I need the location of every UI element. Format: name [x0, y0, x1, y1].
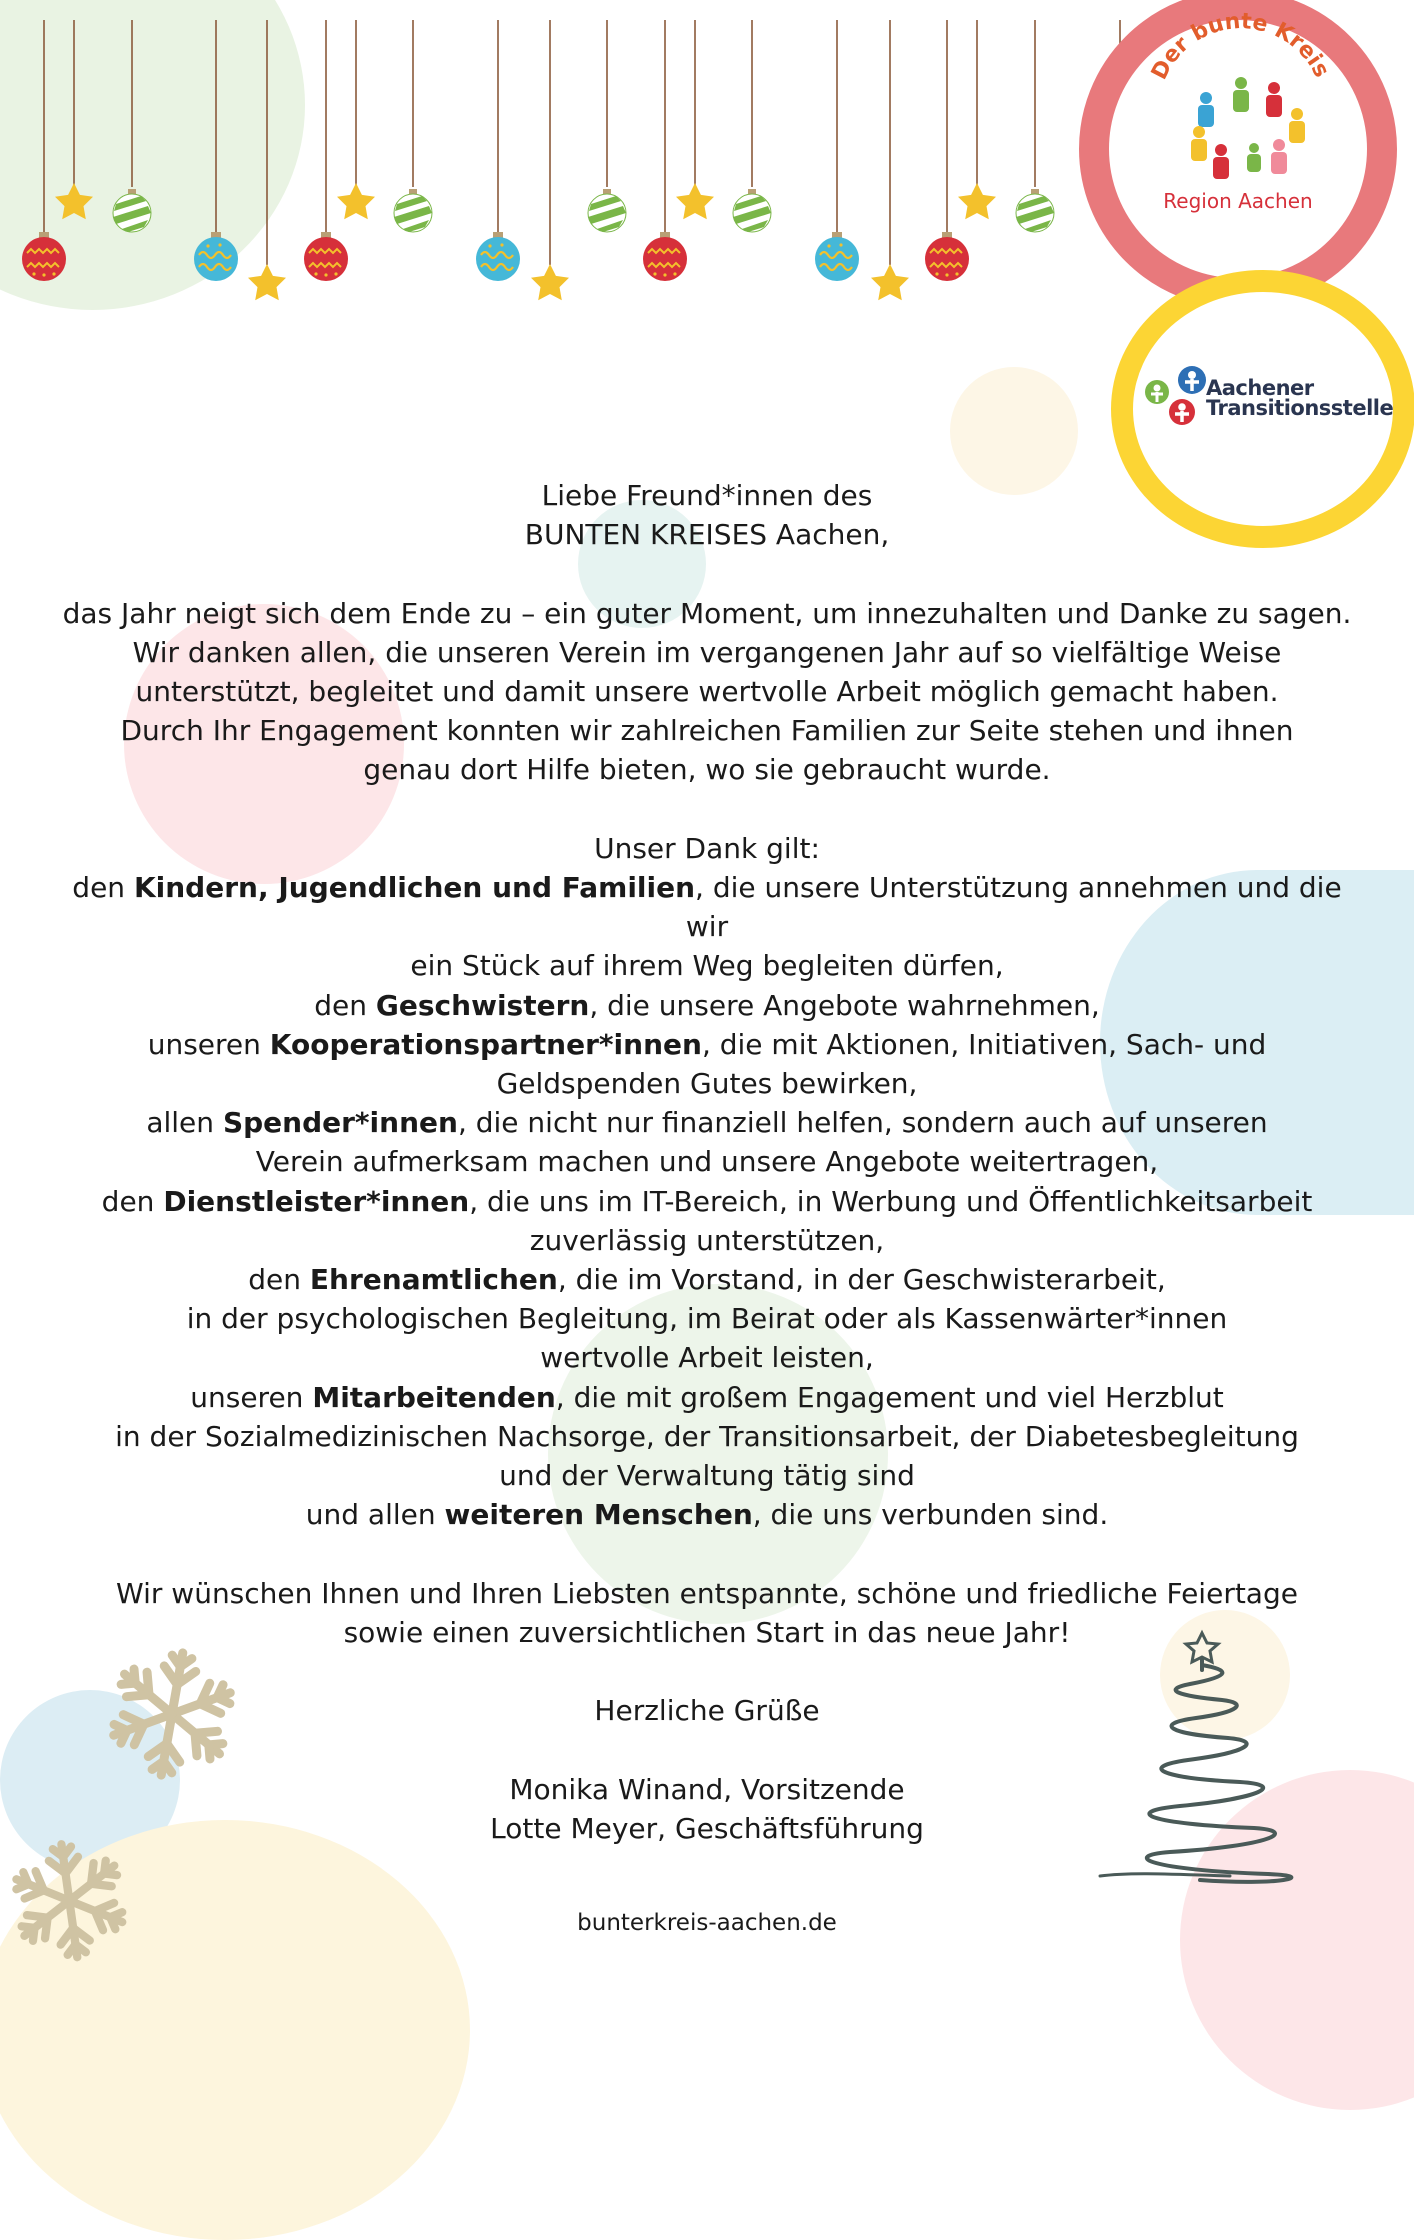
thanks-text: , die uns im IT-Bereich, in Werbung und Öffentlichkeitsarbeit [469, 1184, 1313, 1218]
thanks-line [60, 1182, 1354, 1221]
thanks-text: zuverlässig unterstützen, [529, 1223, 885, 1257]
signature-2: Lotte Meyer, Geschäftsführung [490, 1811, 924, 1845]
thanks-line [60, 1103, 1354, 1142]
greeting-line-2: BUNTEN KREISES Aachen, [524, 518, 890, 552]
closing: Herzliche Grüße [594, 1694, 820, 1728]
wishes-line: sowie einen zuversichtlichen Start in das neue Jahr! [343, 1615, 1071, 1649]
thanks-text: , die uns verbunden sind. [752, 1498, 1109, 1532]
thanks-heading: Unser Dank gilt: [594, 831, 820, 865]
thanks-text: , die im Vorstand, in der Geschwisterarbeit, [557, 1263, 1166, 1297]
thanks-text: den [248, 1263, 310, 1297]
thanks-line [60, 1064, 1354, 1103]
thanks-line [60, 1299, 1354, 1338]
bunter-kreis-logo-content [1079, 0, 1397, 308]
thanks-line [60, 1338, 1354, 1377]
thanks-line [60, 1221, 1354, 1260]
thanks-text: und allen [305, 1498, 445, 1532]
logo-arc-text: Der bunte Kreis [1146, 9, 1334, 84]
thanks-line [60, 868, 1354, 946]
thanks-group-name: Dienstleister*innen [163, 1184, 470, 1218]
thanks-text: ein Stück auf ihrem Weg begleiten dürfen, [410, 949, 1004, 983]
thanks-line [60, 1142, 1354, 1181]
thanks-line [60, 1417, 1354, 1456]
thanks-line [60, 1456, 1354, 1495]
thanks-group-name: Kindern, Jugendlichen und Familien [133, 871, 696, 904]
thanks-text: den [72, 871, 134, 904]
thanks-text: , die nicht nur finanziell helfen, sondern auch auf unseren [457, 1106, 1268, 1140]
wishes-paragraph [60, 1574, 1354, 1652]
transition-figures-icon [1142, 362, 1208, 432]
signature-1: Monika Winand, Vorsitzende [509, 1772, 905, 1806]
thanks-text: wertvolle Arbeit leisten, [540, 1341, 874, 1375]
thanks-group-name: Kooperationspartner*innen [269, 1027, 702, 1061]
thanks-group-name: Ehrenamtlichen [309, 1263, 558, 1297]
thanks-line [60, 946, 1354, 985]
thanks-line [60, 1495, 1354, 1534]
thanks-text: in der Sozialmedizinischen Nachsorge, der Transitionsarbeit, der Diabetesbegleitung [115, 1419, 1299, 1453]
thanks-list [60, 868, 1354, 1534]
website-link[interactable]: bunterkreis-aachen.de [577, 1910, 837, 1936]
thanks-text: , die unsere Unterstützung annehmen und die wir [685, 871, 1342, 944]
thanks-line [60, 986, 1354, 1025]
intro-line: Wir danken allen, die unseren Verein im vergangenen Jahr auf so vielfältige Weise [132, 635, 1282, 669]
logo-line-2: Transitionsstelle [1206, 396, 1394, 420]
logo-line-1: Aachener [1206, 376, 1314, 400]
intro-paragraph [60, 594, 1354, 790]
thanks-group-name: Spender*innen [222, 1106, 458, 1140]
thanks-line [60, 1378, 1354, 1417]
logo-region-text: Region Aachen [1163, 189, 1313, 213]
intro-line: Durch Ihr Engagement konnten wir zahlreichen Familien zur Seite stehen und ihnen [120, 714, 1294, 748]
greeting-line-1: Liebe Freund*innen des [541, 479, 873, 512]
thanks-line [60, 1260, 1354, 1299]
thanks-text: und der Verwaltung tätig sind [499, 1459, 915, 1493]
thanks-text: , die mit Aktionen, Initiativen, Sach- und [701, 1027, 1267, 1061]
thanks-text: den [314, 988, 376, 1022]
thanks-text: unseren [147, 1027, 270, 1061]
thanks-group-name: Geschwistern [375, 988, 590, 1022]
thanks-text: den [101, 1184, 164, 1218]
thanks-text: Geldspenden Gutes bewirken, [496, 1067, 918, 1101]
wishes-line: Wir wünschen Ihnen und Ihren Liebsten entspannte, schöne und friedliche Feiertage [116, 1576, 1298, 1610]
intro-line: das Jahr neigt sich dem Ende zu – ein guter Moment, um innezuhalten und Danke zu sagen. [62, 596, 1352, 630]
thanks-group-name: weiteren Menschen [444, 1498, 753, 1532]
thanks-text: allen [146, 1106, 223, 1140]
thanks-text: unseren [190, 1380, 313, 1414]
intro-line: unterstützt, begleitet und damit unsere wertvolle Arbeit möglich gemacht haben. [135, 675, 1279, 708]
thanks-text: in der psychologischen Begleitung, im Beirat oder als Kassenwärter*innen [186, 1302, 1228, 1336]
thanks-text: , die mit großem Engagement und viel Herzblut [555, 1380, 1224, 1414]
intro-line: genau dort Hilfe bieten, wo sie gebraucht wurde. [363, 753, 1051, 787]
thanks-group-name: Mitarbeitenden [312, 1380, 556, 1414]
people-circle-icon [1191, 77, 1305, 179]
letter-body [60, 476, 1354, 1848]
thanks-text: , die unsere Angebote wahrnehmen, [589, 988, 1100, 1022]
thanks-line [60, 1025, 1354, 1064]
thanks-text: Verein aufmerksam machen und unsere Angebote weitertragen, [255, 1145, 1159, 1179]
